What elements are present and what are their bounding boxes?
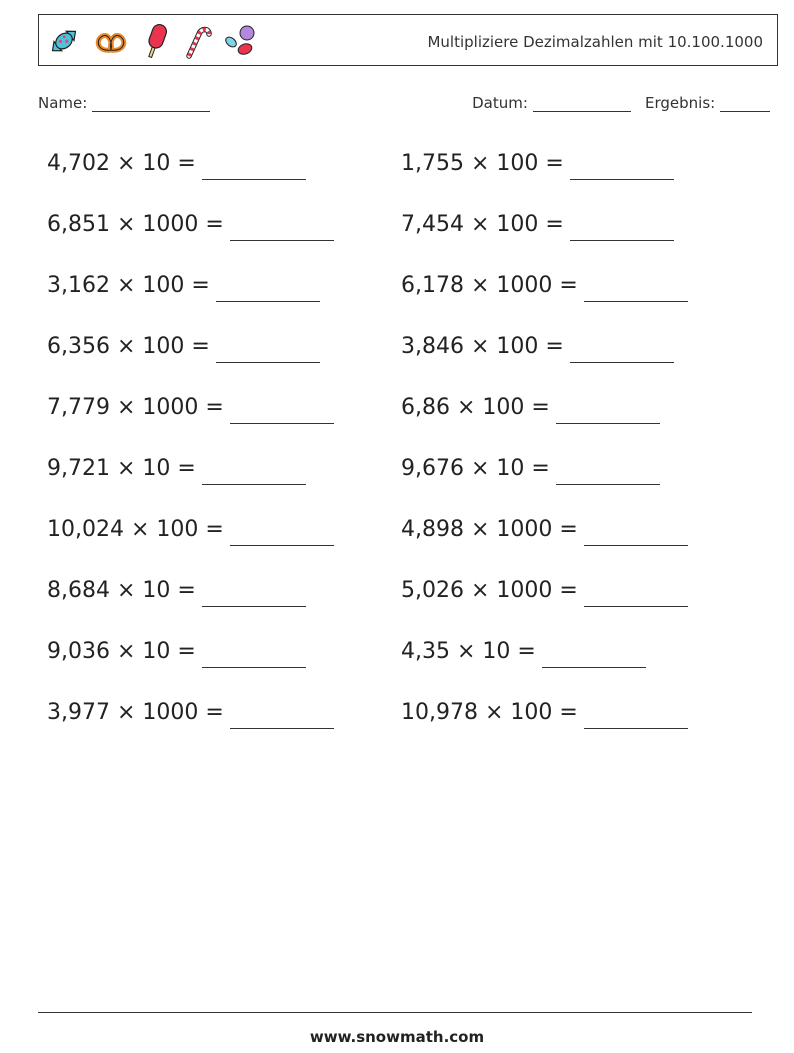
problem-row: 1,755 × 100 = bbox=[401, 140, 688, 201]
problem-row: 9,676 × 10 = bbox=[401, 445, 688, 506]
problem-row: 7,779 × 1000 = bbox=[47, 384, 334, 445]
date-result-fields bbox=[472, 94, 770, 112]
problem-row: 5,026 × 1000 = bbox=[401, 567, 688, 628]
problem-row: 10,024 × 100 = bbox=[47, 506, 334, 567]
answer-blank[interactable] bbox=[202, 576, 306, 607]
problem-row: 3,162 × 100 = bbox=[47, 262, 334, 323]
problem-row: 8,684 × 10 = bbox=[47, 567, 334, 628]
problem-row: 9,036 × 10 = bbox=[47, 628, 334, 689]
problem-row: 3,846 × 100 = bbox=[401, 323, 688, 384]
problem-row: 6,851 × 1000 = bbox=[47, 201, 334, 262]
problem-row: 4,702 × 10 = bbox=[47, 140, 334, 201]
answer-blank[interactable] bbox=[584, 515, 688, 546]
candy-icon bbox=[47, 22, 81, 60]
answer-blank[interactable] bbox=[230, 210, 334, 241]
name-label: Name: bbox=[38, 94, 88, 112]
problem-row: 7,454 × 100 = bbox=[401, 201, 688, 262]
answer-blank[interactable] bbox=[570, 210, 674, 241]
answer-blank[interactable] bbox=[216, 271, 320, 302]
name-field bbox=[38, 94, 210, 112]
answer-blank[interactable] bbox=[570, 149, 674, 180]
answer-blank[interactable] bbox=[570, 332, 674, 363]
problem-row: 9,721 × 10 = bbox=[47, 445, 334, 506]
header-box bbox=[38, 14, 778, 66]
problem-row: 10,978 × 100 = bbox=[401, 689, 688, 750]
problem-row: 6,86 × 100 = bbox=[401, 384, 688, 445]
name-blank[interactable] bbox=[92, 97, 210, 112]
sweets-icon bbox=[223, 22, 259, 60]
answer-blank[interactable] bbox=[556, 454, 660, 485]
problem-row: 4,35 × 10 = bbox=[401, 628, 688, 689]
answer-blank[interactable] bbox=[230, 698, 334, 729]
problem-row: 6,356 × 100 = bbox=[47, 323, 334, 384]
answer-blank[interactable] bbox=[216, 332, 320, 363]
footer-url[interactable]: www.snowmath.com bbox=[309, 1028, 485, 1046]
answer-blank[interactable] bbox=[230, 515, 334, 546]
pretzel-icon bbox=[91, 22, 131, 60]
popsicle-icon bbox=[141, 22, 171, 60]
problem-row: 6,178 × 1000 = bbox=[401, 262, 688, 323]
answer-blank[interactable] bbox=[542, 637, 646, 668]
candy-cane-icon bbox=[181, 22, 213, 60]
answer-blank[interactable] bbox=[202, 454, 306, 485]
answer-blank[interactable] bbox=[202, 149, 306, 180]
answer-blank[interactable] bbox=[202, 637, 306, 668]
footer-divider bbox=[38, 1012, 752, 1013]
answer-blank[interactable] bbox=[584, 271, 688, 302]
problems-left-column bbox=[47, 140, 334, 750]
header-icons bbox=[47, 22, 259, 60]
answer-blank[interactable] bbox=[584, 698, 688, 729]
date-blank[interactable] bbox=[533, 97, 631, 112]
answer-blank[interactable] bbox=[584, 576, 688, 607]
answer-blank[interactable] bbox=[230, 393, 334, 424]
worksheet-title: Multipliziere Dezimalzahlen mit 10.100.1000 bbox=[427, 33, 763, 51]
problem-row: 3,977 × 1000 = bbox=[47, 689, 334, 750]
result-label: Ergebnis: bbox=[645, 94, 716, 112]
problems-right-column bbox=[401, 140, 688, 750]
answer-blank[interactable] bbox=[556, 393, 660, 424]
date-label: Datum: bbox=[472, 94, 528, 112]
problem-row: 4,898 × 1000 = bbox=[401, 506, 688, 567]
result-blank[interactable] bbox=[720, 97, 770, 112]
